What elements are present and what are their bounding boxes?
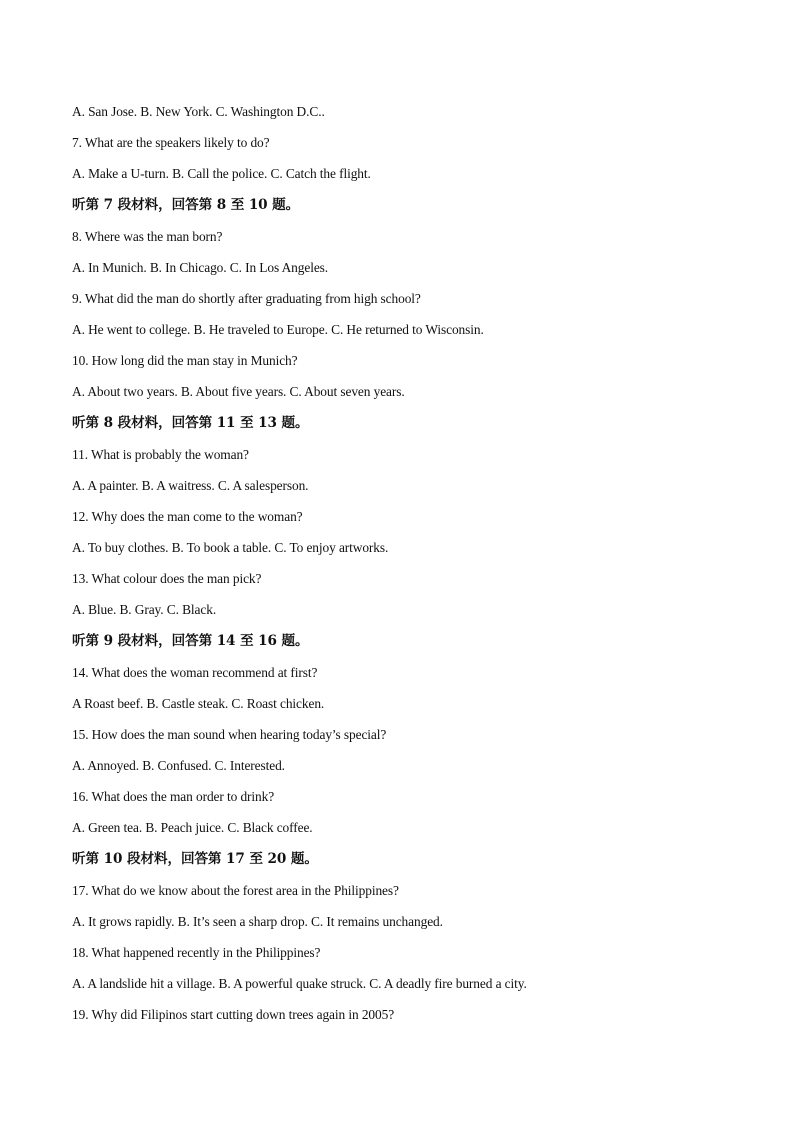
answer-options-line: A. About two years. B. About five years. C. About seven years. (72, 384, 405, 400)
answer-options-line: A. To buy clothes. B. To book a table. C. To enjoy artworks. (72, 539, 389, 555)
question-line: 13. What colour does the man pick? (72, 571, 262, 587)
answer-options-line: A Roast beef. B. Castle steak. C. Roast chicken. (72, 695, 325, 711)
answer-options-line: A. Annoyed. B. Confused. C. Interested. (72, 757, 285, 773)
answer-options-line: A. San Jose. B. New York. C. Washington D.C.. (72, 104, 325, 119)
answer-options-line: A. Blue. B. Gray. C. Black. (72, 602, 217, 618)
answer-options-line: A. Make a U-turn. B. Call the police. C. Catch the flight. (72, 166, 371, 182)
answer-options-line: A. In Munich. B. In Chicago. C. In Los Angeles. (72, 259, 329, 275)
question-line: 8. Where was the man born? (72, 228, 223, 244)
question-line: 18. What happened recently in the Philippines? (72, 944, 321, 960)
section-heading: 听第 8 段材料，回答第 11 至 13 题。 (72, 415, 309, 432)
question-line: 17. What do we know about the forest area in the Philippines? (72, 882, 399, 898)
answer-options-line: A. A painter. B. A waitress. C. A salesperson. (72, 477, 309, 493)
answer-options-line: A. It grows rapidly. B. It’s seen a sharp drop. C. It remains unchanged. (72, 913, 443, 929)
question-line: 14. What does the woman recommend at first? (72, 664, 318, 680)
question-line: 10. How long did the man stay in Munich? (72, 353, 298, 369)
answer-options-line: A. Green tea. B. Peach juice. C. Black coffee. (72, 820, 313, 836)
question-line: 19. Why did Filipinos start cutting down trees again in 2005? (72, 1007, 395, 1023)
question-line: 11. What is probably the woman? (72, 446, 249, 462)
answer-options-line: A. He went to college. B. He traveled to Europe. C. He returned to Wisconsin. (72, 321, 484, 337)
question-line: 12. Why does the man come to the woman? (72, 508, 303, 524)
document-page (72, 103, 752, 1037)
section-heading: 听第 10 段材料，回答第 17 至 20 题。 (72, 851, 318, 868)
answer-options-line: A. A landslide hit a village. B. A powerful quake struck. C. A deadly fire burned a city. (72, 975, 527, 991)
question-line: 7. What are the speakers likely to do? (72, 135, 270, 151)
section-heading: 听第 9 段材料，回答第 14 至 16 题。 (72, 633, 309, 650)
question-line: 9. What did the man do shortly after graduating from high school? (72, 290, 421, 306)
question-line: 16. What does the man order to drink? (72, 789, 275, 805)
section-heading: 听第 7 段材料，回答第 8 至 10 题。 (72, 197, 300, 214)
question-line: 15. How does the man sound when hearing today’s special? (72, 726, 387, 742)
